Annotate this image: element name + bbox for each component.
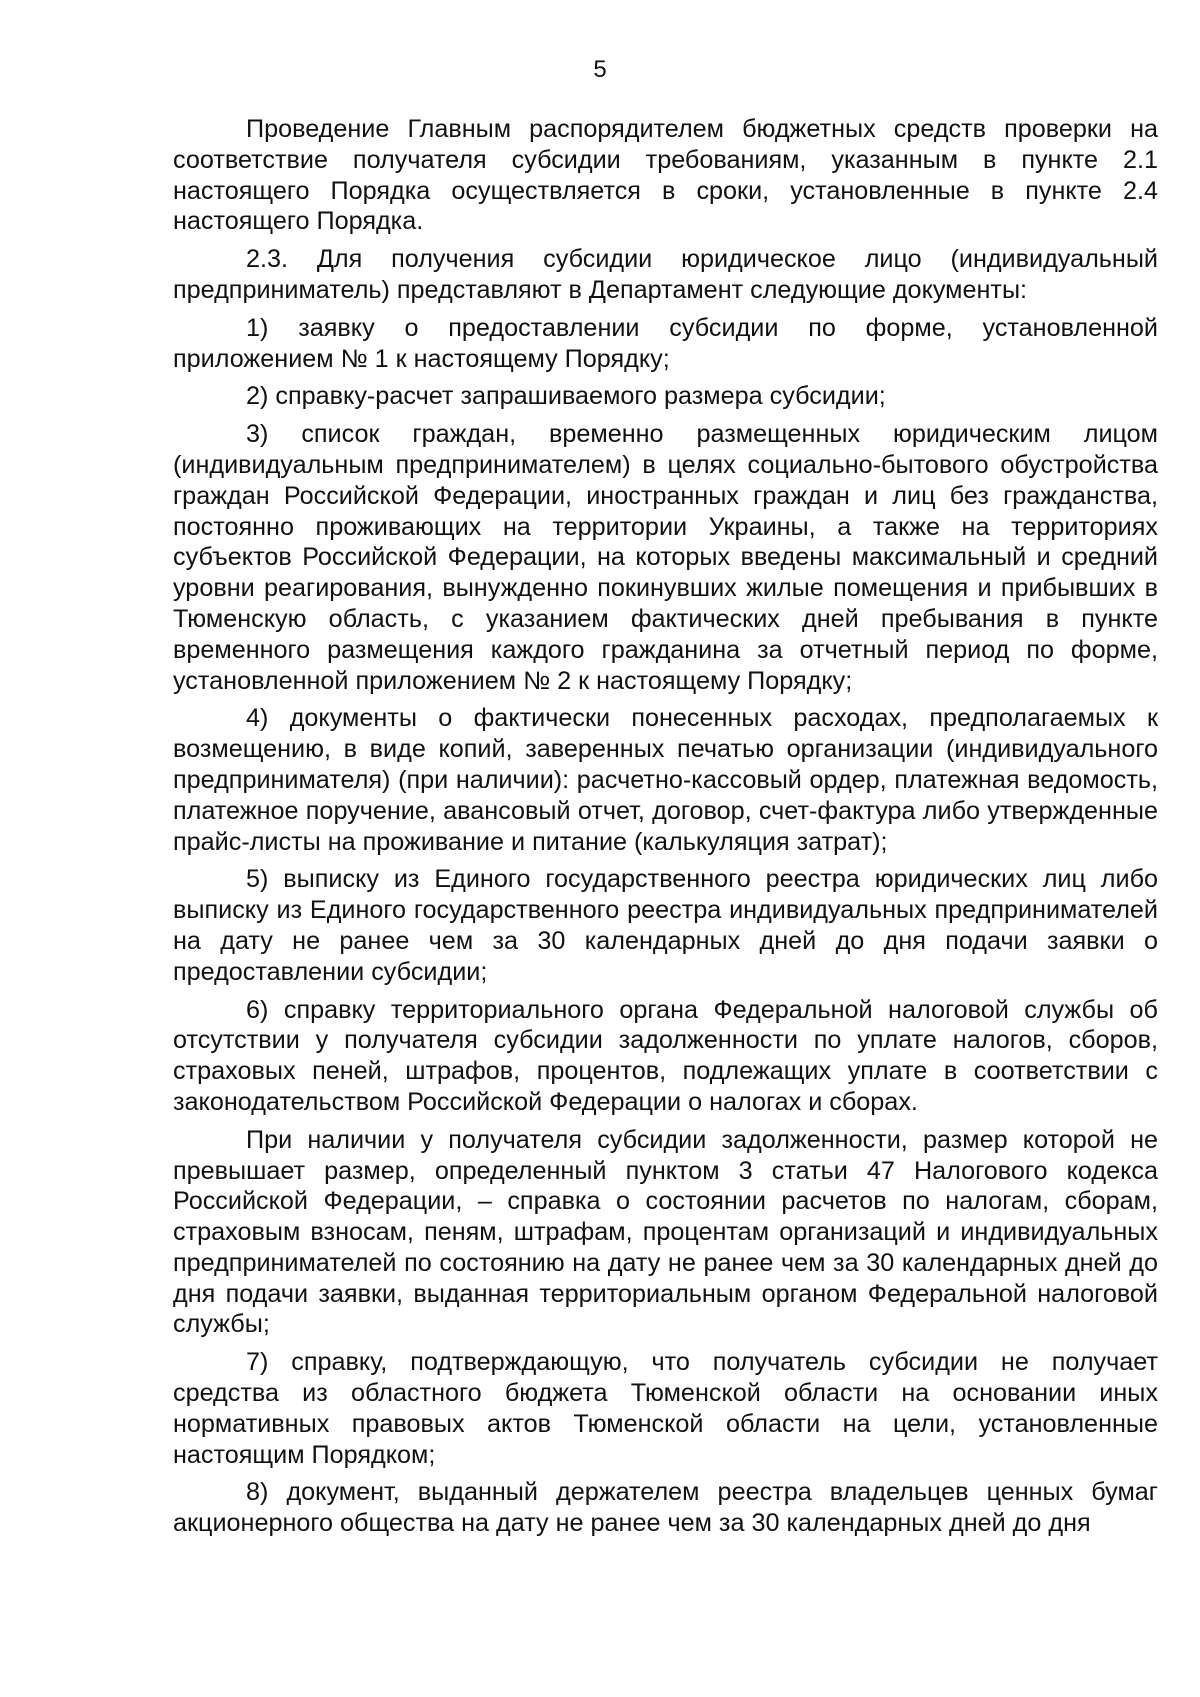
list-item-8-shareholder-registry: 8) документ, выданный держателем реестра владельцев ценных бумаг акционерного общества на дату не ранее чем за 30 календарных дней до дня [173, 1478, 1158, 1538]
list-item-2-calculation: 2) справку-расчет запрашиваемого размера субсидии; [246, 382, 886, 411]
list-item-1-application: 1) заявку о предоставлении субсидии по форме, установленной приложением № 1 к настоящему Порядку; [173, 313, 1158, 373]
paragraph-tax-debt-exception: При наличии у получателя субсидии задолженности, размер которой не превышает размер, определенный пунктом 3 статьи 47 Налогового кодекса Российской Федерации, – справка о состоянии расчетов по налогам, сборам, страховым взносам, пеням, штрафам, процентам организаций и индивидуальных предпринимателей по состоянию на дату не ранее чем за 30 календарных дней до дня подачи заявки, выданная территориальным органом Федеральной налоговой службы; [173, 1125, 1158, 1339]
list-item-5-registry-extract: 5) выписку из Единого государственного реестра юридических лиц либо выписку из Единого государственного реестра индивидуальных предпринимателей на дату не ранее чем за 30 календарных дней до дня подачи заявки о предоставлении субсидии; [173, 865, 1158, 986]
paragraph-2-3-required-documents: 2.3. Для получения субсидии юридическое лицо (индивидуальный предприниматель) представляют в Департамент следующие документы: [173, 245, 1158, 304]
document-body [173, 114, 1158, 1546]
list-item-6-tax-certificate: 6) справку территориального органа Федеральной налоговой службы об отсутствии у получателя субсидии задолженности по уплате налогов, сборов, страховых пеней, штрафов, процентов, подлежащих уплате в соответствии с законодательством Российской Федерации о налогах и сборах. [173, 995, 1158, 1116]
list-item-4-expense-documents: 4) документы о фактически понесенных расходах, предполагаемых к возмещению, в виде копий, заверенных печатью организации (индивидуального предпринимателя) (при наличии): расчетно-кассовый ордер, платежная ведомость, платежное поручение, авансовый отчет, договор, счет-фактура либо утвержденные прайс-листы на проживание и питание (калькуляция затрат); [173, 704, 1158, 856]
list-item-3-citizens-list: 3) список граждан, временно размещенных юридическим лицом (индивидуальным предпринимателем) в целях социально-бытового обустройства граждан Российской Федерации, иностранных граждан и лиц без гражданства, постоянно проживающих на территории Украины, а также на территориях субъектов Российской Федерации, на которых введены максимальный и средний уровни реагирования, вынужденно покинувших жилые помещения и прибывших в Тюменскую область, с указанием фактических дней пребывания в пункте временного размещения каждого гражданина за отчетный период по форме, установленной приложением № 2 к настоящему Порядку; [173, 420, 1158, 695]
paragraph-verification-terms: Проведение Главным распорядителем бюджетных средств проверки на соответствие получателя субсидии требованиям, указанным в пункте 2.1 настоящего Порядка осуществляется в сроки, установленные в пункте 2.4 настоящего Порядка. [173, 115, 1158, 236]
list-item-7-no-other-funding: 7) справку, подтверждающую, что получатель субсидии не получает средства из областного бюджета Тюменской области на основании иных нормативных правовых актов Тюменской области на цели, установленные настоящим Порядком; [173, 1348, 1158, 1469]
page-number: 5 [593, 56, 607, 83]
